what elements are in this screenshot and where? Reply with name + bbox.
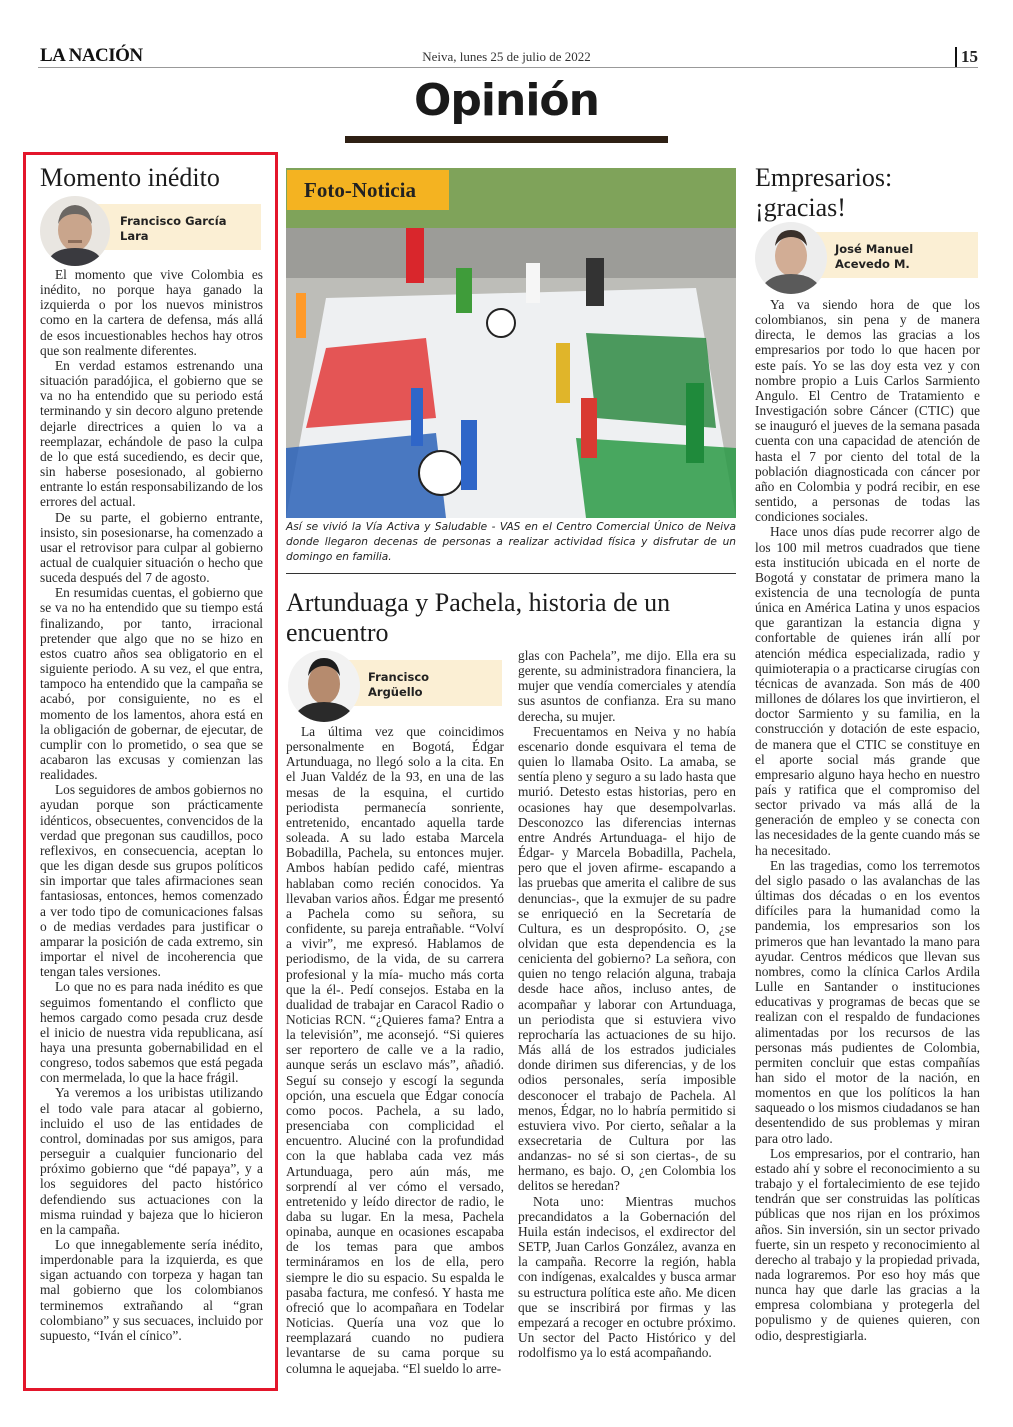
author-name-last: Argüello (368, 685, 423, 699)
section-rule (345, 136, 668, 143)
article-title-artunduaga[interactable]: Artunduaga y Pachela, historia de un encuentro (286, 588, 671, 647)
article-title-empresarios[interactable]: Empresarios: ¡gracias! (755, 163, 893, 222)
author-name-last: Lara (120, 229, 149, 243)
news-photo[interactable] (286, 168, 736, 518)
foto-noticia-label: Foto-Noticia (287, 170, 449, 210)
author-name-last: Acevedo M. (835, 257, 910, 271)
author-photo (40, 196, 110, 266)
article-title-momento-inedito[interactable]: Momento inédito (40, 163, 220, 192)
article-body-artunduaga-col2: glas con Pachela”, me dijo. Ella era su gerente, su administradora financiera, la mujer que vendía comerciales y atendía sus asuntos de confianza. Era su mano derecha, su mujer. Frecuentamos en Neiva y no había escenario donde esquivara el tema de quien lo llamaba Osito. La amaba, se sentía pleno y seguro a su lado hasta que murió. Detesto estas historias, pero en ocasiones hay que desempolvarlas. Desconozco las diferencias internas entre Andrés Artunduaga- el hijo de Édgar- y Marcela Bobadilla, Pachela, pero que el joven afirme- escapando a las pruebas que amerita el calibre de sus denuncias-, que la exmujer de su padre se enriqueció en la Secretaría de Cultura, es un despropósito. O, ¿se olvidan que esta dependencia es la cenicienta del gobierno? La señora, con quien no tengo relación alguna, trabaja desde hace años, incluso antes, de acompañar y laborar con Artunduaga, un periodista que si estuviera vivo reprocharía las actuaciones de su hijo. Más allá de los estrados judiciales donde dirimen sus diferencias, y de los odios personales, sería imposible desconocer el trabajo de Pachela. Al menos, Édgar, no lo habría permitido si estuviera vivo. Por cierto, señalar a la exsecretaria de Cultura por las andanzas- no sé si son ciertas-, de su hermano, es bajo. O, ¿en Colombia los delitos se heredan? Nota uno: Mientras muchos precandidatos a la Gobernación del Huila están indecisos, el exdirector del SETP, Juan Carlos González, avanza en la campaña. Recorre la región, habla con indígenas, exalcaldes y busca armar su estructura política este año. Me dicen que se inscribirá por firmas y las empezará a recoger en octubre próximo. Un sector del Pacto Histórico y del rodolfismo ya lo está acompañando. (518, 648, 736, 1361)
section-title: Opinión (414, 75, 599, 126)
page-number: 15 (955, 47, 978, 67)
photo-caption: Así se vivió la Vía Activa y Saludable - VAS en el Centro Comercial Único de Neiva donde llegaron decenas de personas a realizar actividad física y disfrutar de un domingo en familia. (286, 521, 736, 563)
author-photo (755, 222, 827, 294)
header-rule (38, 67, 978, 68)
article-body-empresarios: Ya va siendo hora de que los colombianos, sin pena y de manera directa, le demos las gracias a los empresarios por todo lo que hacen por este país. Yo se las doy esta vez y con nombre propio a Luis Carlos Sarmiento Angulo. El Centro de Tratamiento e Investigación sobre Cáncer (CTIC) que se inauguró el jueves de la semana pasada cuenta con una capacidad de atención de hasta el 7 por ciento del total de la población diagnosticada con cáncer por año en Colombia y podrá recibir, en ese sentido, a personas de todas las condiciones sociales. Hace unos días pude recorrer algo de los 100 mil metros cuadrados que tiene esta institución ubicada en el norte de Bogotá y constatar de primera mano la existencia de una tecnología de punta única en América Latina y unos espacios que garantizan la estancia digna y confortable de quienes irán allí por atención médica especializada, radio y quimioterapia o a practicarse cirugías con técnicas de avanzada. Son más de 400 millones de dólares los que invirtieron, el doctor Sarmiento y su familia, en la construcción y dotación de este espacio, de manera que el CTIC se constituye en el aporte social más grande que empresario alguno haya hecho en nuestro país y ratifica que el compromiso del sector privado va más allá de la generación de empleo y se conecta con las necesidades de la gente cuando más se ha necesitado. En las tragedias, como los terremotos del siglo pasado o las avalanchas de las últimas dos décadas o en los eventos difíciles para la humanidad como la pandemia, los empresarios son los primeros que han levantado la mano para ayudar. Centros médicos que llevan sus nombres, como la clínica Carlos Ardila Lulle en Santander o instituciones educativas y programas de becas que se realizan con el respaldo de fundaciones alimentadas por los recursos de las personas más pudientes de Colombia, permiten concluir que estas compañías han sido el motor de la nación, en momentos en que los políticos la han saqueado o los mismos ciudadanos se han desentendido de sus problemas y miran para otro lado. Los empresarios, por el contrario, han estado ahí y sobre el reconocimiento a su trabajo y el fortalecimiento de ese tejido tendrán que ser construidas las políticas públicas que nos rijan en los próximos años. Sin inversión, sin un sector privado fuerte, sin un respeto y reconocimiento al derecho al trabajo y la propiedad privada, nada lograremos. Por eso hoy más que nunca hay que darle las gracias a la empresa colombiana y protegerla del populismo y de quienes quieren, con odio, desprestigiarla. (755, 297, 980, 1343)
article-body-artunduaga-col1: La última vez que coincidimos personalmente en Bogotá, Édgar Artunduaga, no llegó solo a la cita. En el Juan Valdéz de la 93, en una de las mesas de la esquina, el curtido periodista permanecía sonriente, entretenido, encantado aquella tarde soleada. A su lado estaba Marcela Bobadilla, Pachela, su entonces mujer. Ambos habían pedido café, mientras hablaban como recién conocidos. Ya llevaban varios años. Édgar me presentó a Pachela como su señora, su confidente, su pareja entrañable. “Volví a vivir”, me expresó. Hablamos de periodismo, de la vida, de su carrera profesional y la mía- mucho más corta que la él-. Pedí consejos. Estaba en la dualidad de trabajar en Caracol Radio o Noticias RCN. “¿Quieres fama? Entra a la televisión”, me aconsejó. “Si quieres ser reportero de calle ve a la radio, aunque serás un esclavo más”, añadió. Seguí su consejo y escogí la segunda opción, una escuela que Édgar conocía como pocos. Pachela, a su lado, presenciaba con complicidad el encuentro. Aluciné con la profundidad con la que hablaba cada vez más Artunduaga, pero aún más, me sorprendí al ver cómo el versado, entretenido y leído director de radio, le daba su lugar. En la mesa, Pachela opinaba, aunque en ocasiones escapaba de los temas para que ambos termináramos en los de ella, pero siempre le dio su espacio. Su espalda le pasaba factura, me confesó. Y hasta me ofreció que lo acompañara en Todelar Noticias. Quería una voz que lo reemplazará cuando no pudiera levantarse de su cama porque su columna le aquejaba. “El sueldo lo arre- (286, 724, 504, 1376)
author-name-first: José Manuel (835, 242, 914, 256)
author-name-first: Francisco García (120, 214, 227, 228)
author-name-first: Francisco (368, 670, 430, 684)
caption-rule (286, 573, 736, 574)
dateline: Neiva, lunes 25 de julio de 2022 (422, 49, 591, 64)
newspaper-logo: LA NACIÓN (40, 45, 143, 66)
article-body-momento-inedito: El momento que vive Colombia es inédito, no porque haya ganado la izquierda o por los nuevos ministros como en la cartera de defensa, más allá de esos incuestionables hechos hay otros que son realmente diferentes. En verdad estamos estrenando una situación paradójica, el gobierno que se va no ha entendido que su periodo está terminando y sin decoro alguno pretende dejarle directrices a quien lo va a reemplazar, echándole de paso la culpa de lo que está sucediendo, es decir que, sin haberse posesionado, al gobierno entrante lo están responsabilizando de los errores del actual. De su parte, el gobierno entrante, insisto, sin posesionarse, ha comenzado a usar el retrovisor para culpar al gobierno actual de cualquier situación o hecho que suceda después del 7 de agosto. En resumidas cuentas, el gobierno que se va no ha entendido que su tiempo está finalizando, por tanto, irracional pretender que algo que no se hizo en estos cuatro años sea obligatorio en el siguiente periodo. A su vez, el que entra, tampoco ha entendido que la campaña se acabó, por consiguiente, no es el momento de los lamentos, ahora está en la obligación de gobernar, de ejecutar, de cumplir con lo prometido, o sea que se acabaron las excusas y comienzan las realidades. Los seguidores de ambos gobiernos no ayudan porque son prácticamente idénticos, obsecuentes, convencidos de la verdad que pregonan sus caudillos, poco reflexivos, en consecuencia, aceptan lo que les digan desde sus grupos políticos sin importar que tales afirmaciones sean fantasiosas, entonces, hemos comenzado a ver todo tipo de comunicaciones falsas o de medias verdades para justificar o amparar la posición de cada extremo, sin importar el nivel de incoherencia que tengan tales versiones. Lo que no es para nada inédito es que seguimos fomentando el conflicto que hemos cargado como pesada cruz desde el inicio de nuestra vida republicana, así haya una presunta gobernabilidad en el congreso, todos sabemos que está pegada con mermelada, lo que la hace frágil. Ya veremos a los uribistas utilizando el todo vale para atacar al gobierno, incluido el uso de las entidades de control, dominadas por sus amigos, para perseguir a cualquier funcionario del próximo gobierno que “dé papaya”, y a los seguidores del pacto histórico defendiendo sus actuaciones con la misma ruindad y bajeza que lo hicieron en la campaña. Lo que innegablemente sería inédito, imperdonable para la izquierda, es que sigan actuando con torpeza y hagan tan mal gobierno que los colombianos terminemos extrañando al “gran colombiano” y sus secuaces, incluido por supuesto, “Iván el cínico”. (40, 267, 263, 1343)
author-photo (288, 650, 360, 722)
